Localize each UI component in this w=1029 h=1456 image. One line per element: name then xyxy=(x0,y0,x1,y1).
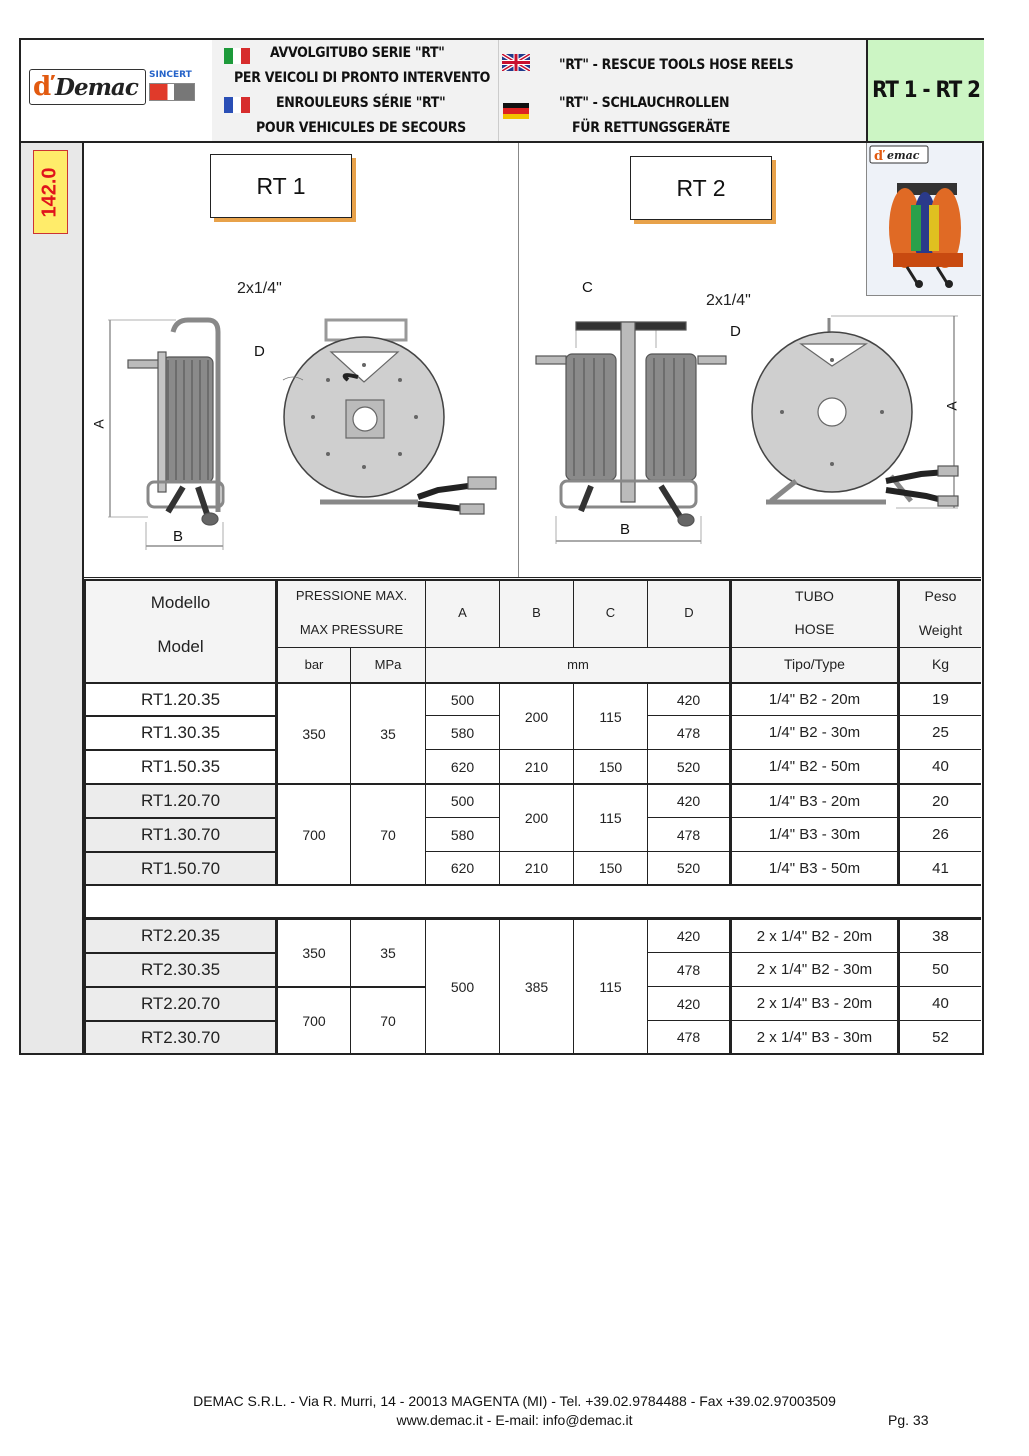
hose-type: 1/4" B2 - 20m xyxy=(768,691,861,708)
product-photo xyxy=(866,143,981,296)
dim-b: 210 xyxy=(524,758,549,775)
dim-a: 620 xyxy=(450,860,475,876)
dim-d: 420 xyxy=(676,691,701,708)
table-row-model: RT1.50.35 xyxy=(140,757,221,776)
rule xyxy=(731,647,981,648)
title-de-line1: "RT" - SCHLAUCHROLLEN xyxy=(559,95,730,111)
series-code: RT 1 - RT 2 xyxy=(872,78,980,103)
col-weight-en: Weight xyxy=(918,622,963,638)
dim-d: 520 xyxy=(676,758,701,775)
title-block xyxy=(212,40,866,141)
hose-type: 2 x 1/4" B3 - 30m xyxy=(756,1028,873,1046)
demac-logo xyxy=(29,69,146,105)
rule xyxy=(84,884,981,886)
hose-type: 2 x 1/4" B3 - 20m xyxy=(756,995,873,1012)
sincert-badge xyxy=(149,70,195,104)
dim-b: 210 xyxy=(524,860,549,876)
rt1-label-b: B xyxy=(173,528,184,545)
rule xyxy=(84,579,86,1053)
weight: 26 xyxy=(932,826,949,843)
title-it-line1: AVVOLGITUBO SERIE "RT" xyxy=(270,45,445,61)
title-de-line2: FÜR RETTUNGSGERÄTE xyxy=(572,120,731,136)
dim-d: 478 xyxy=(676,1029,701,1045)
pressure-mpa: 35 xyxy=(380,725,396,742)
dim-d: 420 xyxy=(676,928,701,944)
weight: 20 xyxy=(932,792,949,810)
hose-type: 1/4" B2 - 30m xyxy=(768,724,861,741)
title-en: "RT" - RESCUE TOOLS HOSE REELS xyxy=(559,57,794,73)
rt2-label-a: A xyxy=(943,401,960,411)
col-mpa: MPa xyxy=(374,656,402,672)
rt1-label-a: A xyxy=(90,419,107,429)
col-c: C xyxy=(605,604,616,620)
table-row-model: RT2.30.70 xyxy=(140,1027,221,1047)
weight: 38 xyxy=(932,927,949,945)
page-code: 142.0 xyxy=(39,166,61,218)
demac-logo-mark: ď xyxy=(33,72,52,102)
dim-c: 150 xyxy=(598,860,623,876)
dim-a: 580 xyxy=(450,826,475,843)
uk-flag-icon xyxy=(502,54,530,71)
rt2-title-box xyxy=(630,156,772,220)
rt2-label-d: D xyxy=(730,323,741,340)
table-row-model: RT1.50.70 xyxy=(140,858,221,878)
page-code-tag xyxy=(33,150,68,234)
dim-a: 500 xyxy=(450,691,475,708)
dim-d: 478 xyxy=(676,961,701,978)
svg-text:emac: emac xyxy=(887,149,920,162)
footer-contacts: www.demac.it - E-mail: info@demac.it xyxy=(396,1412,633,1428)
footer-address: DEMAC S.R.L. - Via R. Murri, 14 - 20013 MAGENTA (MI) - Tel. +39.02.9784488 - Fax +39.02.97003509 xyxy=(193,1393,836,1409)
dim-c: 115 xyxy=(599,810,622,826)
rule xyxy=(277,647,425,648)
dim-a: 620 xyxy=(450,758,475,775)
col-model-en: Model xyxy=(157,637,204,656)
col-weight-it: Peso xyxy=(924,588,957,604)
dim-d: 478 xyxy=(676,724,701,741)
weight: 50 xyxy=(932,961,949,978)
dim-a: 500 xyxy=(450,793,475,809)
rt1-title-box xyxy=(210,154,352,218)
german-flag-icon xyxy=(503,103,529,119)
dim-b: 200 xyxy=(524,708,549,725)
brand-name: Demac xyxy=(55,73,138,101)
col-pressure-en: MAX PRESSURE xyxy=(299,621,404,637)
drawing-divider xyxy=(518,143,519,577)
col-hose-en: HOSE xyxy=(794,621,835,637)
col-mm: mm xyxy=(567,656,589,672)
table-row-model: RT1.30.70 xyxy=(140,825,221,844)
pressure-mpa: 35 xyxy=(380,945,396,961)
dim-b: 385 xyxy=(524,978,549,995)
rule xyxy=(84,579,981,581)
col-b: B xyxy=(532,604,541,620)
hose-type: 1/4" B3 - 20m xyxy=(768,792,861,810)
dim-b: 200 xyxy=(524,810,549,826)
table-row-model: RT2.20.35 xyxy=(140,926,221,945)
rt1-drawing xyxy=(88,272,508,552)
col-a: A xyxy=(458,604,467,620)
dim-d: 478 xyxy=(676,826,701,843)
title-fr-line1: ENROULEURS SÉRIE "RT" xyxy=(276,95,446,111)
rule xyxy=(425,647,731,648)
rt1-hose-label: 2x1/4" xyxy=(237,280,282,297)
logo-block xyxy=(21,40,213,141)
header xyxy=(21,40,982,143)
rt2-label-b: B xyxy=(620,521,631,538)
table-row-model: RT1.20.35 xyxy=(140,689,221,709)
pressure-bar: 350 xyxy=(302,725,326,742)
weight: 19 xyxy=(932,691,949,708)
col-bar: bar xyxy=(304,656,324,672)
hose-type: 2 x 1/4" B2 - 30m xyxy=(756,961,873,978)
dim-d: 420 xyxy=(676,995,701,1012)
side-bar xyxy=(21,143,84,1053)
pressure-bar: 700 xyxy=(302,1012,326,1029)
weight: 41 xyxy=(932,859,949,877)
dim-c: 115 xyxy=(599,978,622,995)
pressure-mpa: 70 xyxy=(380,1012,396,1029)
rt2-title: RT 2 xyxy=(676,174,726,201)
table-row-model: RT1.30.35 xyxy=(140,723,221,742)
rt2-drawing xyxy=(526,296,966,546)
table-row-model: RT2.20.70 xyxy=(140,994,221,1013)
title-fr-line2: POUR VEHICULES DE SECOURS xyxy=(256,120,466,136)
col-type: Tipo/Type xyxy=(784,656,845,672)
rt2-hose-label: 2x1/4" xyxy=(706,292,751,309)
hose-type: 1/4" B3 - 30m xyxy=(768,826,861,843)
col-model-it: Modello xyxy=(150,593,211,612)
col-d: D xyxy=(684,604,694,620)
weight: 25 xyxy=(932,724,949,741)
dim-c: 115 xyxy=(599,708,622,725)
weight: 52 xyxy=(932,1028,949,1046)
sincert-mark xyxy=(149,83,195,101)
dim-d: 420 xyxy=(676,793,701,809)
rt1-title: RT 1 xyxy=(256,172,306,199)
col-hose-it: TUBO xyxy=(795,588,834,604)
col-kg: Kg xyxy=(931,656,950,672)
sincert-label: SINCERT xyxy=(149,70,192,80)
hose-type: 1/4" B3 - 50m xyxy=(768,859,861,877)
hose-type: 1/4" B2 - 50m xyxy=(768,758,861,775)
weight: 40 xyxy=(932,758,949,775)
dim-c: 150 xyxy=(598,758,623,775)
hose-type: 2 x 1/4" B2 - 20m xyxy=(756,927,873,945)
pressure-mpa: 70 xyxy=(380,826,396,843)
italian-flag-icon xyxy=(224,48,250,64)
french-flag-icon xyxy=(224,97,250,113)
weight: 40 xyxy=(932,995,949,1012)
pressure-bar: 350 xyxy=(302,945,326,961)
title-it-line2: PER VEICOLI DI PRONTO INTERVENTO xyxy=(234,70,491,86)
col-pressure-it: PRESSIONE MAX. xyxy=(295,587,408,603)
rt1-label-d: D xyxy=(254,343,265,360)
pressure-bar: 700 xyxy=(302,826,326,843)
table-row-model: RT2.30.35 xyxy=(140,960,221,979)
series-code-box xyxy=(866,40,984,141)
dim-a: 500 xyxy=(450,978,475,995)
rt2-label-c: C xyxy=(582,279,593,296)
dim-a: 580 xyxy=(450,724,475,741)
table-row-model: RT1.20.70 xyxy=(140,791,221,810)
dim-d: 520 xyxy=(676,860,701,876)
svg-text:ď: ď xyxy=(874,149,884,164)
title-divider xyxy=(498,40,499,141)
page-number: Pg. 33 xyxy=(888,1412,929,1428)
